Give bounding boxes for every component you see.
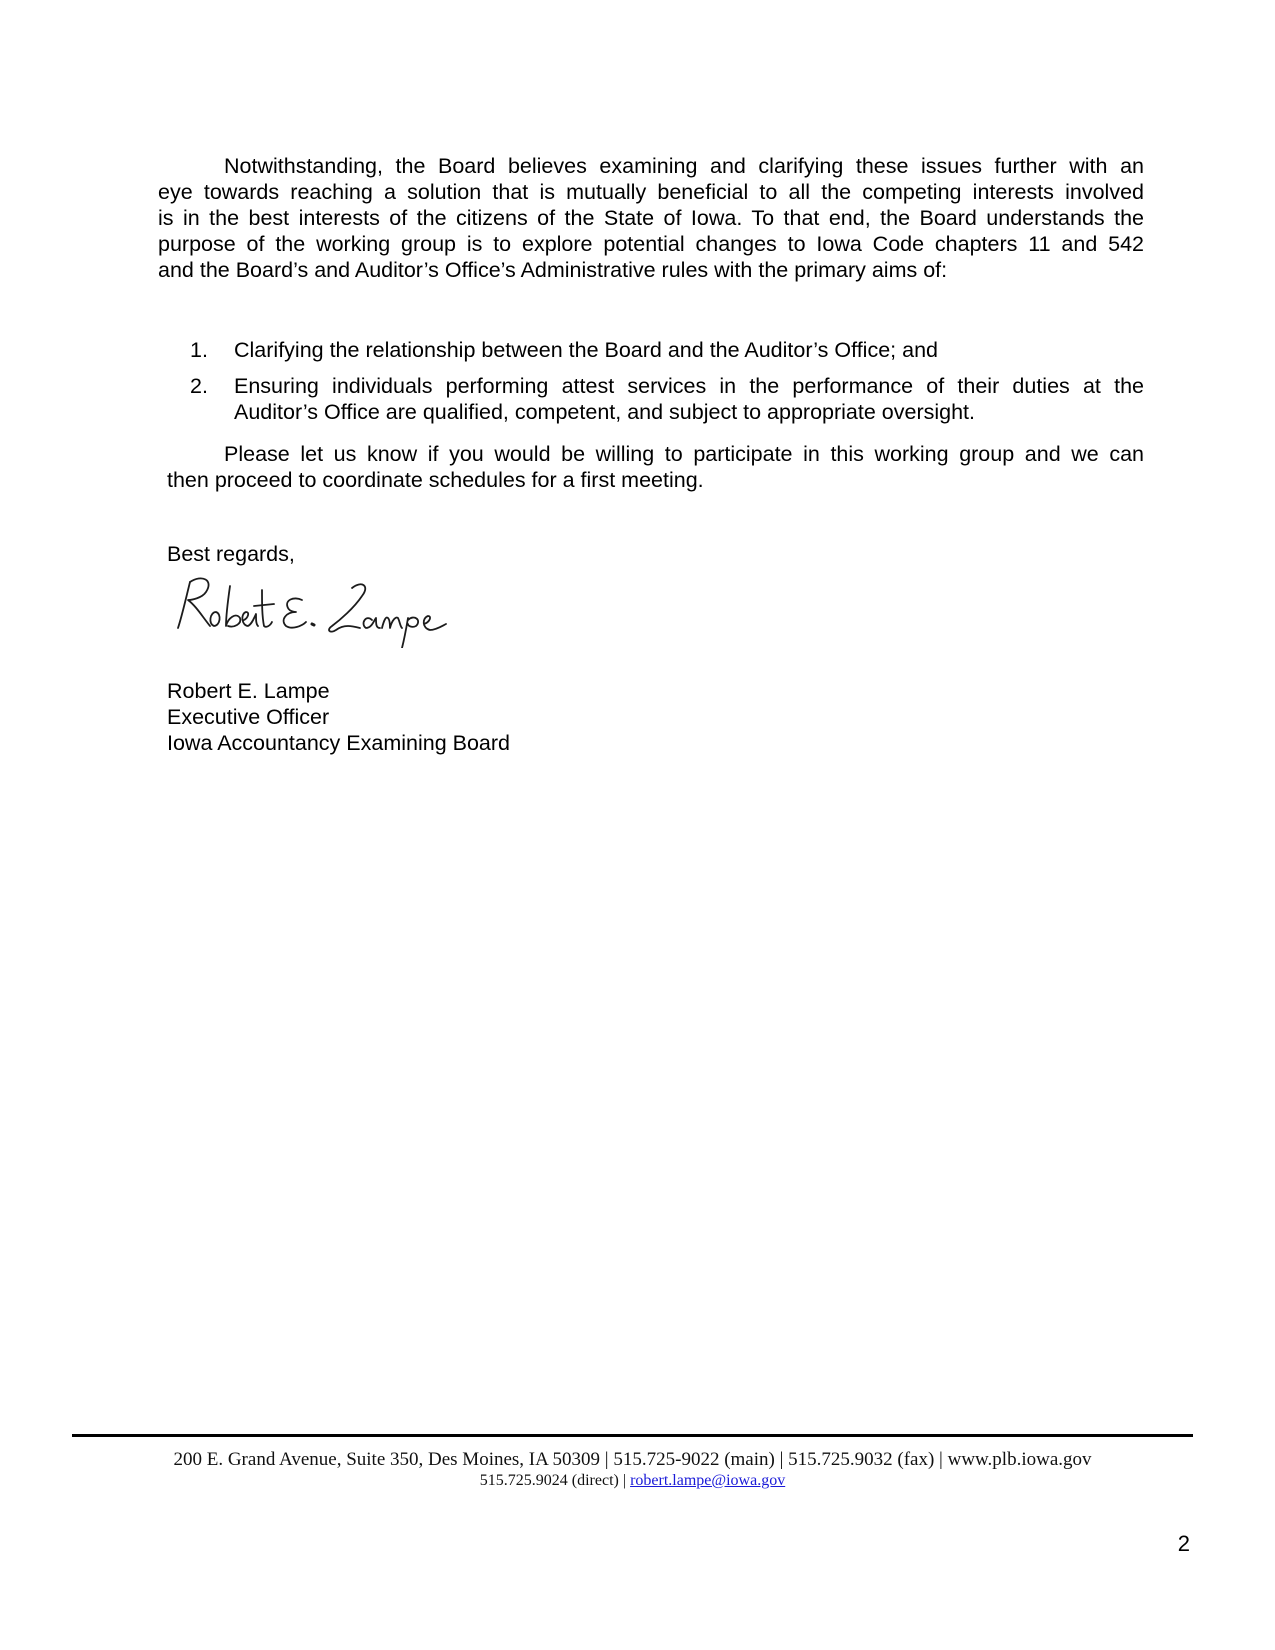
footer-email-link[interactable]: robert.lampe@iowa.gov [630,1472,786,1489]
signature-block [167,678,510,756]
salutation: Best regards, [167,542,295,566]
letterhead-footer [72,1448,1193,1491]
signer-name: Robert E. Lampe [167,679,330,703]
signer-title: Executive Officer [167,705,330,729]
footer-direct-phone: 515.725.9024 (direct) | [479,1472,627,1489]
handwritten-signature [176,568,456,648]
aim-number: 2. [190,374,208,398]
closing-paragraph [167,441,1144,493]
intro-line: is in the best interests of the citizens of the State of Iowa. To that end, the Board understands the [158,206,1144,230]
intro-paragraph [158,153,1144,283]
intro-line: purpose of the working group is to explore potential changes to Iowa Code chapters 11 and 542 [158,232,1144,256]
aim-number: 1. [190,338,208,362]
aim-text: Clarifying the relationship between the Board and the Auditor’s Office; and [234,338,938,362]
signer-organization: Iowa Accountancy Examining Board [167,731,511,755]
intro-line: eye towards reaching a solution that is mutually beneficial to all the competing interests involved [158,180,1144,204]
aim-text: Ensuring individuals performing attest services in the performance of their duties at the [234,374,1144,398]
intro-line: Notwithstanding, the Board believes examining and clarifying these issues further with an [224,154,1144,178]
footer-address-line: 200 E. Grand Avenue, Suite 350, Des Moines, IA 50309 | 515.725-9022 (main) | 515.725.9032 (fax) | www.plb.iowa.gov [173,1449,1092,1470]
aims-list [190,337,1144,425]
closing-line: Please let us know if you would be willing to participate in this working group and we can [224,442,1144,466]
intro-line: and the Board’s and Auditor’s Office’s Administrative rules with the primary aims of: [158,258,948,282]
page-number: 2 [1177,1531,1190,1556]
footer-contact-line [72,1471,1193,1491]
aim-item [190,337,1144,363]
aim-text: Auditor’s Office are qualified, competent, and subject to appropriate oversight. [234,400,975,424]
closing-line: then proceed to coordinate schedules for a first meeting. [167,468,704,492]
footer-divider [72,1434,1193,1437]
aim-item [190,373,1144,425]
